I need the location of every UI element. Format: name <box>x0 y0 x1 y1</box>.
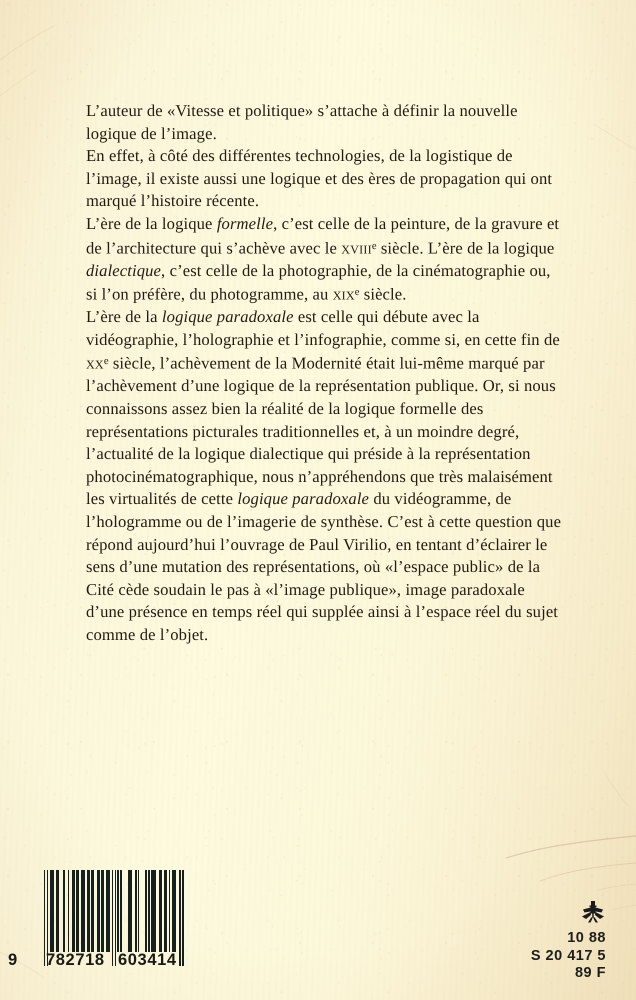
barcode-digits <box>8 951 184 971</box>
blurb-paragraph-3: L’ère de la logique formelle, c’est celle de la peinture, de la gravure et de l’architecture qui s’achève avec le xviii$^e$ siècle. L’ère de la logique dialectique, c’est celle de la photographie, de la cinématographie ou, si l’on préfère, du photogramme, au xix$^e$ siècle. <box>86 213 560 304</box>
century-xviii: xviii <box>341 238 372 258</box>
emphasis-dialectique: dialectique <box>86 260 162 280</box>
barcode-right-group: 603414 <box>118 951 177 969</box>
publisher-fleuron-logo <box>580 900 606 924</box>
imprint-block <box>486 900 606 983</box>
back-cover-blurb <box>86 100 562 647</box>
barcode-lead-digit: 9 <box>8 951 18 969</box>
century-xix: xix <box>332 284 355 304</box>
imprint-price: 89 F <box>574 965 606 981</box>
blurb-paragraph-1: L’auteur de «Vitesse et politique» s’attache à définir la nouvelle logique de l’image. <box>86 101 518 143</box>
emphasis-logique-paradoxale-2: logique paradoxale <box>237 489 370 509</box>
imprint-reference-code: S 20 417 5 <box>530 947 606 964</box>
imprint-date-code: 10 88 <box>567 930 606 946</box>
emphasis-logique-paradoxale-1: logique paradoxale <box>161 307 294 327</box>
blurb-paragraph-2: En effet, à côté des différentes technologies, de la logistique de l’image, il existe aussi une logique et des ères de propagation qui ont marqué l’histoire récente. <box>86 146 553 211</box>
isbn-barcode <box>8 870 184 971</box>
century-xx: xx <box>86 353 104 373</box>
blurb-paragraph-4: L’ère de la logique paradoxale est celle qui débute avec la vidéographie, l’holographie et l’infographie, comme si, en cette fin de $xx^e$ siècle, l’achèvement de la Modernité était lui-même marqué par l’achèvement d’une logique de la représentation publique. Or, si nous connaissons assez bien la réalité de la logique formelle des représentations picturales traditionnelles et, à un moindre degré, l’actualité de la logique dialectique qui préside à la représentation photocinématographique, nous n’appréhendons que très malaisément les virtualités de cette logique paradoxale du vidéogramme, de l’hologramme ou de l’imagerie de synthèse. C’est à cette question que répond aujourd’hui l’ouvrage de Paul Virilio, en tentant d’éclairer le sens d’une mutation des représentations, où «l’espace public» de la Cité cède soudain le pas à «l’image publique», image paradoxale d’une présence en temps réel qui supplée ainsi à l’espace réel du sujet comme de l’objet. <box>86 307 562 645</box>
emphasis-formelle: formelle <box>216 213 274 233</box>
barcode-bars <box>44 870 184 952</box>
barcode-left-group: 782718 <box>46 951 105 969</box>
